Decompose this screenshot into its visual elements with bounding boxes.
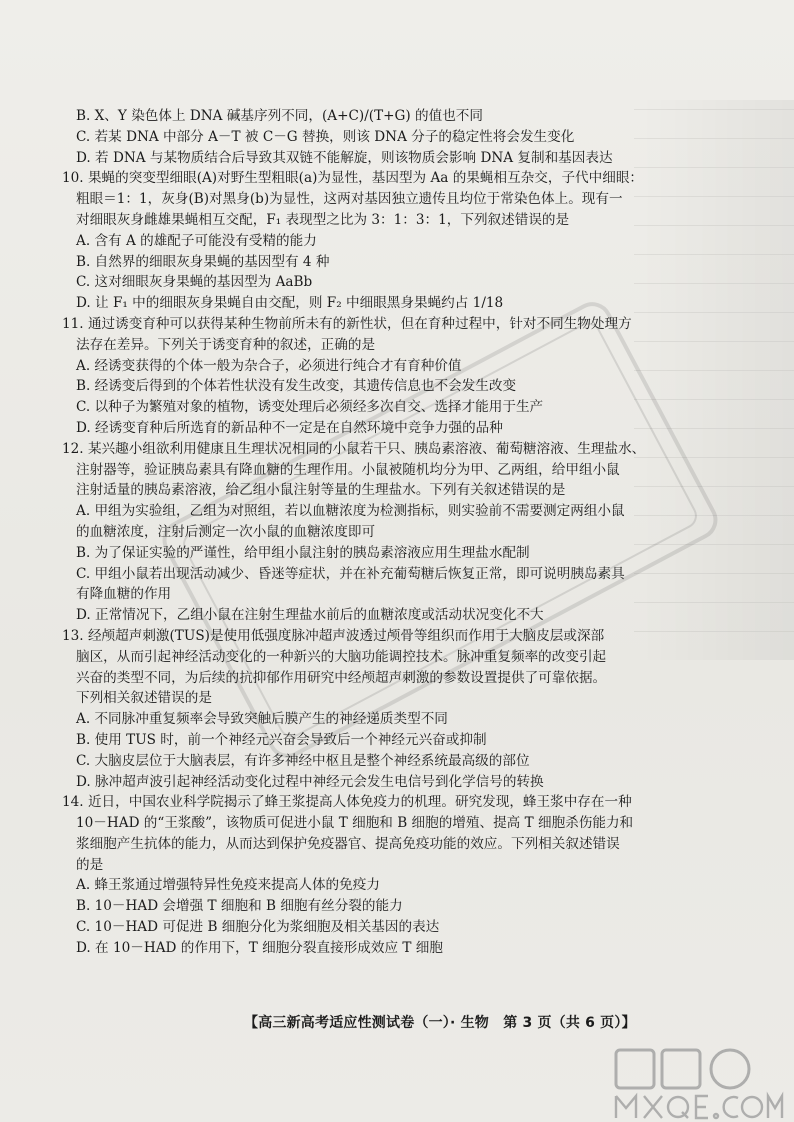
text-line: 兴奋的类型不同，为后续的抗抑郁作用研究中经颅超声刺激的参数设置提供了可靠依据。 xyxy=(76,669,607,686)
answer-site-logo xyxy=(612,1046,787,1122)
text-line: D. 在 10－HAD 的作用下，T 细胞分裂直接形成效应 T 细胞 xyxy=(76,939,443,956)
text-line: 法存在差异。下列关于诱变育种的叙述，正确的是 xyxy=(76,336,376,353)
text-line: 浆细胞产生抗体的能力，从而达到保护免疫器官、提高免疫功能的效应。下列相关叙述错误 xyxy=(76,835,620,852)
question-start-line: 11. 通过诱变育种可以获得某种生物前所未有的新性状，但在育种过程中，针对不同生物处理方 xyxy=(62,315,632,332)
text-line: 注射适量的胰岛素溶液，给乙组小鼠注射等量的生理盐水。下列有关叙述错误的是 xyxy=(76,482,566,499)
text-line: 下列相关叙述错误的是 xyxy=(76,690,212,707)
text-line: B. X、Y 染色体上 DNA 碱基序列不同，(A+C)/(T+G) 的值也不同 xyxy=(76,108,483,124)
text-line: 的血糖浓度，注射后测定一次小鼠的血糖浓度即可 xyxy=(76,523,376,540)
text-line: D. 若 DNA 与某物质结合后导致其双链不能解旋，则该物质会影响 DNA 复制和基因表达 xyxy=(76,149,613,166)
text-line: A. 不同脉冲重复频率会导致突触后膜产生的神经递质类型不同 xyxy=(76,711,448,728)
text-line: 脑区，从而引起神经活动变化的一种新兴的大脑功能调控技术。脉冲重复频率的改变引起 xyxy=(76,648,607,665)
text-line: C. 以种子为繁殖对象的植物，诱变处理后必须经多次自交、选择才能用于生产 xyxy=(76,399,544,416)
page-footer: 【高三新高考适应性测试卷（一）· 生物 第 3 页（共 6 页）】 xyxy=(244,1015,636,1031)
text-line: C. 这对细眼灰身果蝇的基因型为 AaBb xyxy=(76,274,313,291)
text-line: C. 大脑皮层位于大脑表层，有许多神经中枢且是整个神经系统最高级的部位 xyxy=(76,752,530,769)
text-line: 10－HAD 的“王浆酸”，该物质可促进小鼠 T 细胞和 B 细胞的增殖、提高 T 细胞杀伤能力和 xyxy=(76,815,634,832)
text-line: A. 蜂王浆通过增强特异性免疫来提高人体的免疫力 xyxy=(76,877,380,894)
text-line: D. 让 F₁ 中的细眼灰身果蝇自由交配，则 F₂ 中细眼黑身果蝇约占 1/18 xyxy=(76,295,504,312)
text-line: C. 若某 DNA 中部分 A－T 被 C－G 替换，则该 DNA 分子的稳定性将会发生变化 xyxy=(76,128,575,145)
text-line: C. 甲组小鼠若出现活动减少、昏迷等症状，并在补充葡萄糖后恢复正常，即可说明胰岛素具 xyxy=(76,565,625,582)
text-line: B. 自然界的细眼灰身果蝇的基因型有 4 种 xyxy=(76,253,330,270)
text-line: A. 甲组为实验组，乙组为对照组，若以血糖浓度为检测指标，则实验前不需要测定两组小鼠 xyxy=(76,503,625,520)
question-start-line: 14. 近日，中国农业科学院揭示了蜂王浆提高人体免疫力的机理。研究发现，蜂王浆中存在一种 xyxy=(62,794,632,811)
text-line: C. 10－HAD 可促进 B 细胞分化为浆细胞及相关基因的表达 xyxy=(76,919,440,936)
text-line: B. 经诱变后得到的个体若性状没有发生改变，其遗传信息也不会发生改变 xyxy=(76,378,517,395)
text-line: 对细眼灰身雌雄果蝇相互交配，F₁ 表现型之比为 3：1：3：1，下列叙述错误的是 xyxy=(76,211,570,228)
text-line: D. 经诱变育种后所选育的新品种不一定是在自然环境中竞争力强的品种 xyxy=(76,419,503,436)
question-start-line: 12. 某兴趣小组欲利用健康且生理状况相同的小鼠若干只、胰岛素溶液、葡萄糖溶液、生理盐水、 xyxy=(62,440,646,457)
text-line: A. 经诱变获得的个体一般为杂合子，必须进行纯合才有育种价值 xyxy=(76,357,462,374)
text-line: 注射器等，验证胰岛素具有降血糖的生理作用。小鼠被随机均分为甲、乙两组，给甲组小鼠 xyxy=(76,461,620,478)
question-start-line: 10. 果蝇的突变型细眼(A)对野生型粗眼(a)为显性，基因型为 Aa 的果蝇相互杂交，子代中细眼： xyxy=(62,170,644,187)
text-line: A. 含有 A 的雄配子可能没有受精的能力 xyxy=(76,232,317,249)
text-line: 的是 xyxy=(76,856,104,873)
text-line: D. 正常情况下，乙组小鼠在注射生理盐水前后的血糖浓度或活动状况变化不大 xyxy=(76,607,544,624)
text-line: B. 为了保证实验的严谨性，给甲组小鼠注射的胰岛素溶液应用生理盐水配制 xyxy=(76,544,530,561)
text-line: B. 10－HAD 会增强 T 细胞和 B 细胞有丝分裂的能力 xyxy=(76,898,403,915)
question-start-line: 13. 经颅超声刺激(TUS)是使用低强度脉冲超声波透过颅骨等组织而作用于大脑皮层或深部 xyxy=(62,627,605,644)
text-line: 有降血糖的作用 xyxy=(76,586,172,603)
text-line: 粗眼＝1：1，灰身(B)对黑身(b)为显性，这两对基因独立遗传且均位于常染色体上。现有一 xyxy=(76,191,623,208)
question-text-block xyxy=(62,106,742,959)
text-line: D. 脉冲超声波引起神经活动变化过程中神经元会发生电信号到化学信号的转换 xyxy=(76,773,544,790)
text-line: B. 使用 TUS 时，前一个神经元兴奋会导致后一个神经元兴奋或抑制 xyxy=(76,731,487,748)
